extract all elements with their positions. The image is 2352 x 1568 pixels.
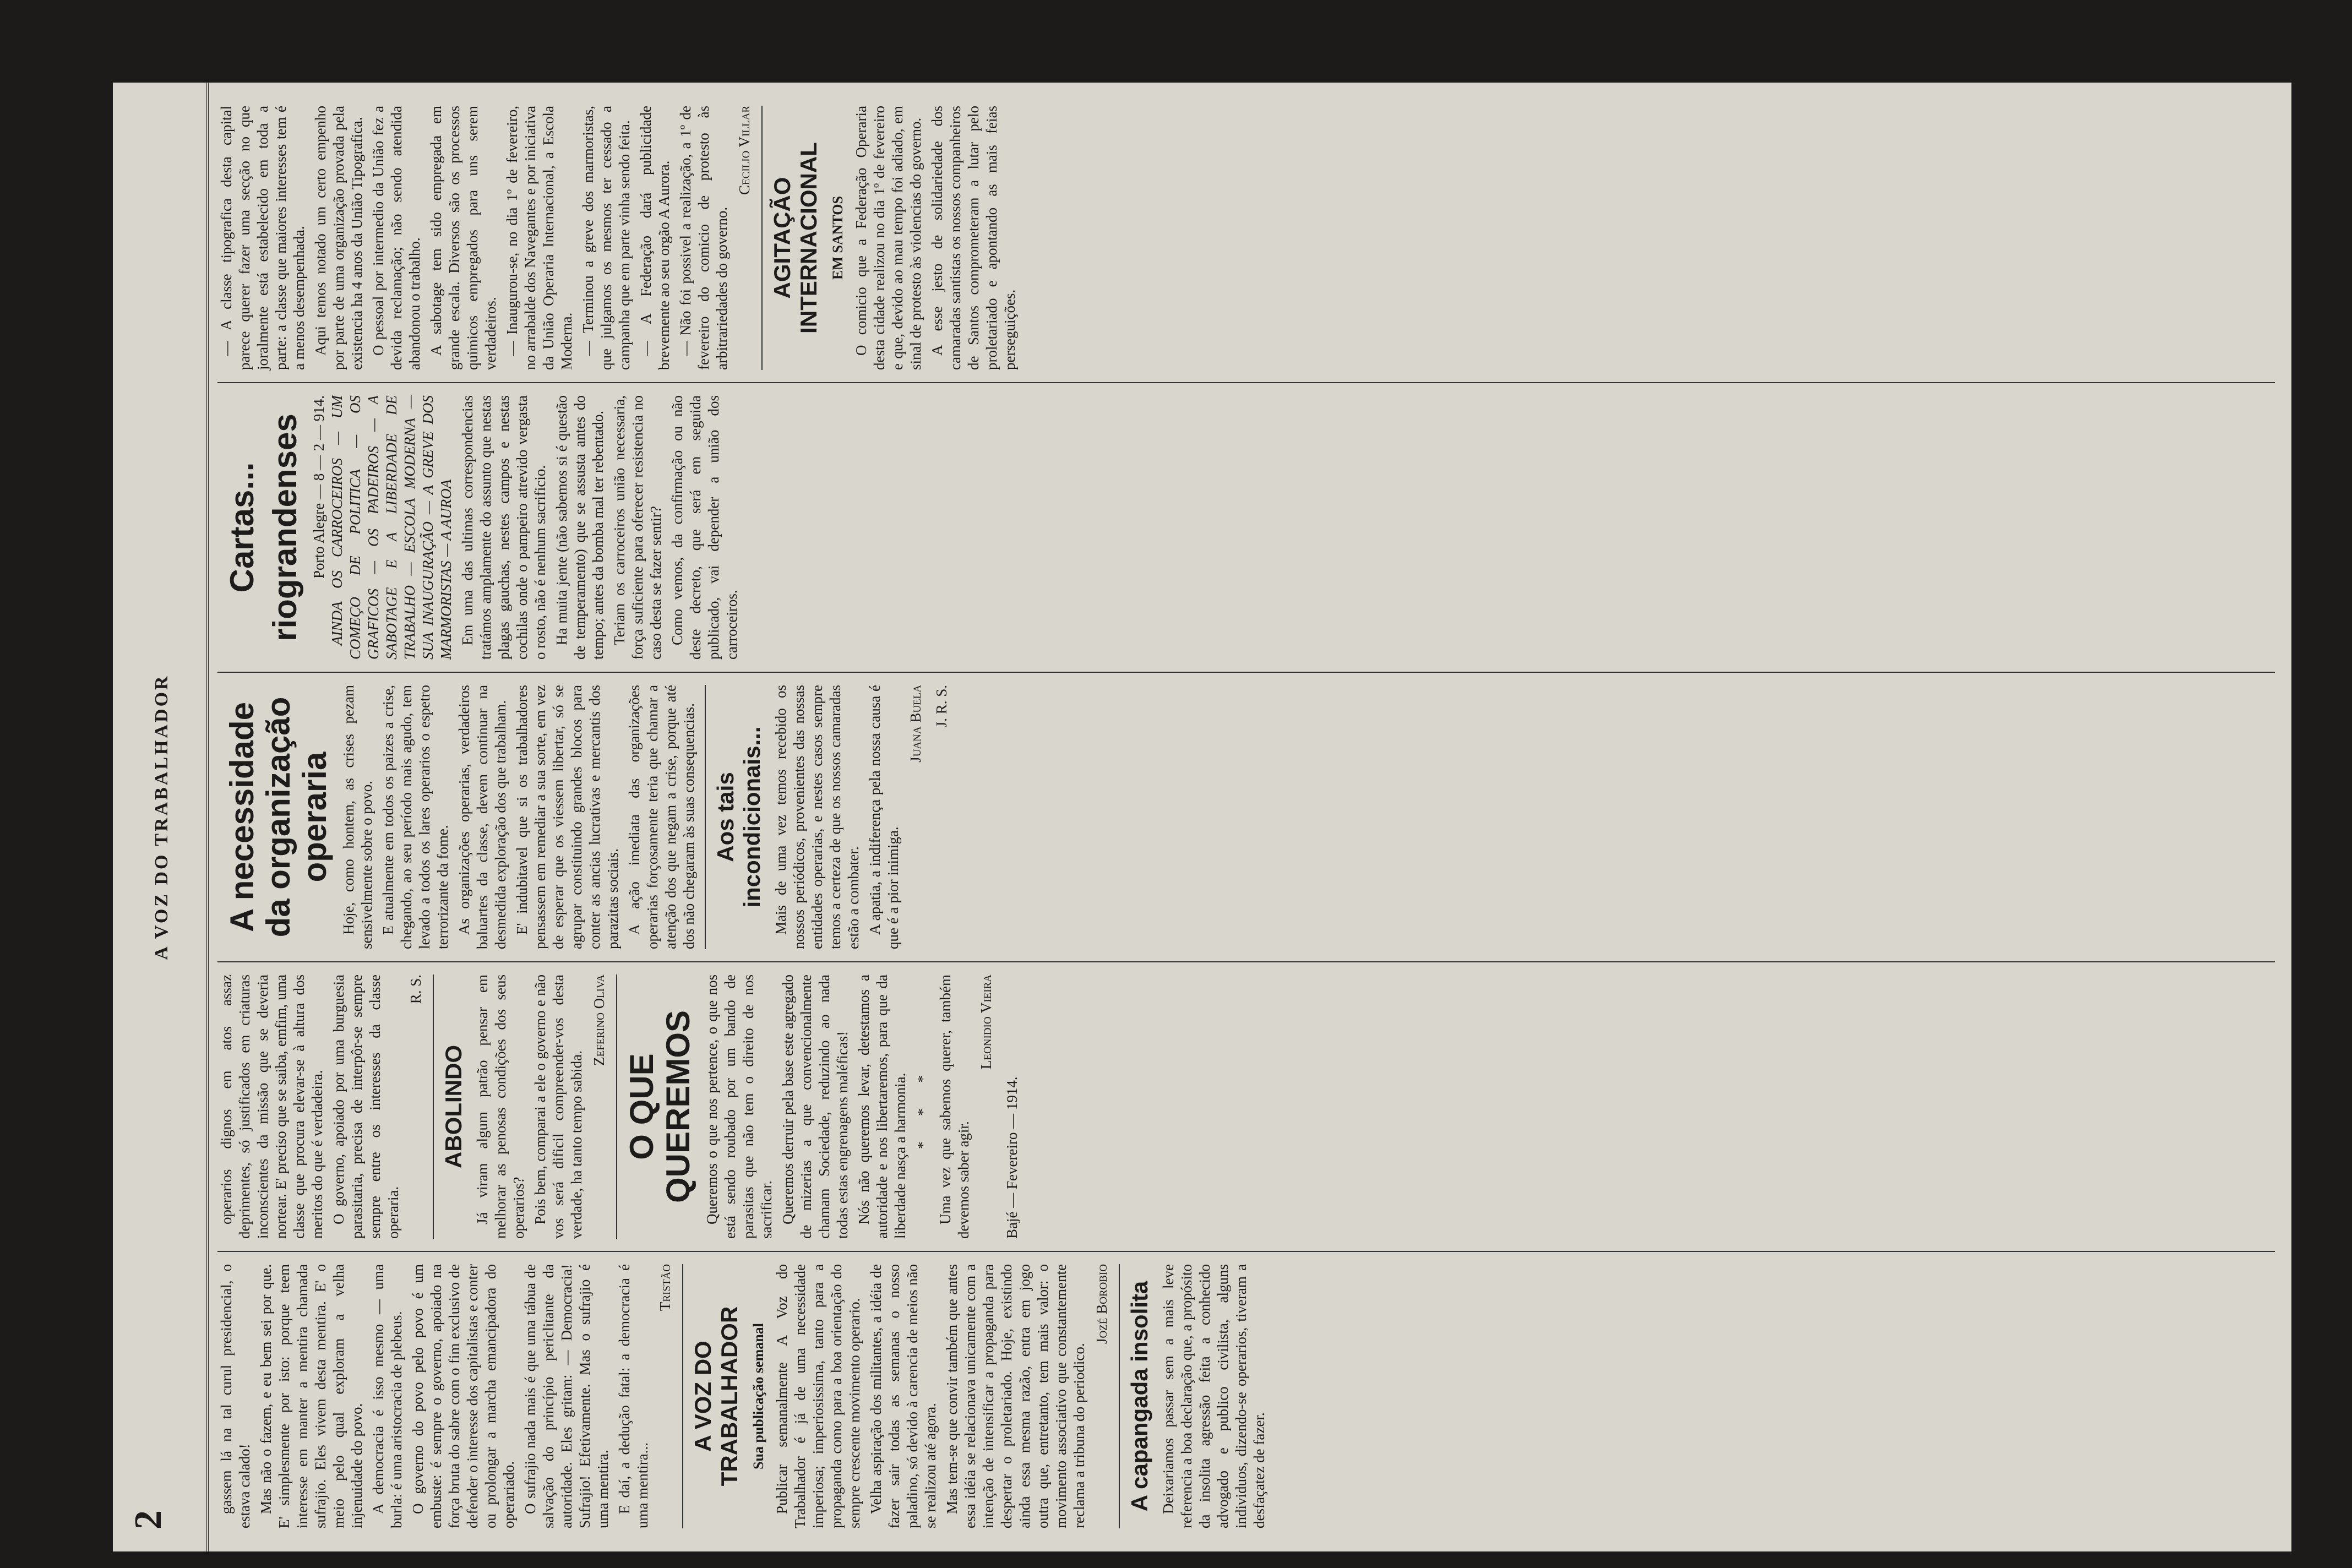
article-title: A necessidade da organização operaria: [224, 696, 333, 938]
signature: Zeferino Oliva: [591, 974, 607, 1066]
paragraph: Velha aspiração dos militantes, a idéia de fazer sair todas as semanas o nosso paladino, só devido à carencia de meios não se realizou até agora.: [868, 1264, 939, 1528]
paragraph: Uma vez que sabemos querer, também devemos saber agir.: [937, 974, 972, 1239]
paragraph: E daí, a dedução fatal: a democracia é uma mentira...: [616, 1264, 651, 1528]
page-number: 2: [127, 1510, 170, 1529]
signature: Tristão: [657, 1264, 673, 1311]
paragraph: O governo do povo pelo povo é um embuste: é sempre o governo, apoiado na força bruta do sabre com o fim exclusivo de defender o interesse dos capitalistas e conter ou prolongar a marcha emancipadora do operariado.: [410, 1264, 517, 1528]
page-header: [113, 83, 209, 1551]
paragraph: Nós não queremos levar, detestamos a autoridade e nos libertaremos, para que da liberdade nasça a harmonia.: [856, 974, 908, 1239]
paragraph: — A Federação dará publicidade brevemente ao seu orgão A Aurora.: [638, 106, 672, 370]
paragraph: A apatia, a indiferença pela nossa causa é que é a pior inimiga.: [867, 685, 901, 949]
masthead: A VOZ DO TRABALHADOR: [151, 674, 172, 960]
paragraph: Teriam os carroceiros união necessaria, força suficiente para oferecer resistencia no caso desta se fazer sentir?: [611, 395, 664, 660]
divider: [705, 685, 706, 949]
columns: [217, 94, 2275, 1540]
paragraph: E' indubitavel que si os trabalhadores pensassem em remediar a sua sorte, em vez de esperar que os viessem libertar, só se agrupar constituindo grandes blocos para conter as ancias lucrativas e mercantis dos parazitas sociais.: [514, 685, 621, 949]
paragraph: A sabotage tem sido empregada em grande escala. Diversos são os processos quimicos empregados para uns serem verdadeiros.: [428, 106, 499, 370]
newspaper-page: [113, 83, 2291, 1551]
dateline: Bajé — Fevereiro — 1914.: [1004, 1076, 1020, 1239]
paragraph: Hoje, como hontem, as crises pezam sensivelmente sobre o povo.: [340, 685, 375, 949]
paragraph: O comicio que a Federação Operaria desta cidade realizou no dia 1º de fevereiro e que, devido ao mau tempo foi adiado, em sinal de protesto às violencias do governo.: [853, 106, 924, 370]
article-title: ABOLINDO: [440, 1045, 466, 1168]
article-title: AGITAÇÃO INTERNACIONAL: [769, 142, 821, 334]
paragraph: — A classe tipografica desta capital parece querer fazer uma secção no que joralmente está estabelecido em toda a parte: a classe que maiores interesses tem é a menos desempenhada.: [218, 106, 307, 370]
paragraph: Em uma das ultimas correspondencias tratámos amplamente do assunto que nestas plagas gauchas, nestes campos e nestas cochilas onde o pampeiro atrevido vergasta o rosto, não é nenhum sacrificio.: [459, 395, 548, 660]
dateline: Porto Alegre — 8 — 2 — 914.: [311, 395, 327, 579]
paragraph: Mas tem-se que convir também que antes essa idéia se relacionava unicamente com a intenção de intensificar a propaganda para despertar o proletariado. Hoje, existindo ainda essa mesma razão, entra em jogo outra que, entretanto, tem mais valor: o movimento associativo que constantemente reclama a tribuna do periodico.: [944, 1264, 1087, 1528]
column-2: [217, 961, 2275, 1251]
divider: [1119, 1264, 1120, 1528]
divider: [761, 106, 763, 370]
article-title: O QUE QUEREMOS: [623, 1010, 696, 1204]
signature: Juana Buela: [907, 685, 924, 763]
column-4: [217, 382, 2275, 672]
paragraph: gassem lá na tal curul presidencial, o estava calado!: [218, 1264, 253, 1528]
paragraph: As organizações operarias, verdadeiros baluartes da classe, devem continuar na desmedida exploração dos que trabalham.: [456, 685, 509, 949]
signature: J. R. S.: [933, 685, 950, 728]
section-break: * * *: [914, 1064, 931, 1149]
paragraph: Pois bem, comparai a ele o governo e não vos será dificil compreender-vos desta verdade, ha tanto tempo sabida.: [532, 974, 585, 1239]
paragraph: Aqui temos notado um certo empenho por parte de uma organização provada pela existencia ha 4 anos da União Tipografica.: [312, 106, 365, 370]
article-title: A VOZ DO TRABALHADOR: [690, 1306, 742, 1487]
paragraph: Mas não o fazem, e eu bem sei por que. E' simplesmente por isto: porque teem interesse em manter a mentira chamada sufrajio. Eles vivem desta mentira. E' o meio pelo qual exploram a velha injenuidade do povo.: [258, 1264, 365, 1528]
column-3: [217, 672, 2275, 961]
paragraph: Publicar semanalmente A Voz do Trabalhador é já de uma necessidade imperiosa; imperiosissima, tanto para a propaganda como para a boa orientação do sempre crescente movimento operario.: [774, 1264, 863, 1528]
signature: Cecilio Villar: [736, 106, 753, 195]
article-summary: AINDA OS CARROCEIROS — UM COMEÇO DE POLITICA — OS GRAFICOS — OS PADEIROS — A SABOTAGE E A LIBERDADE DE TRABALHO — ESCOLA MODERNA — SUA INAUGURAÇÃO — A GREVE DOS MARMORISTAS — A AUROA: [329, 395, 454, 660]
article-subtitle: Sua publicação semanal: [750, 1323, 766, 1469]
paragraph: operarios dignos em atos assaz deprimentes, só justificados em criaturas inconscientes da missão que se deveria nortear. E' preciso que se saiba, emfim, uma classe que procura elevar-se à altura dos meritos do que é verdadeira.: [218, 974, 325, 1239]
paragraph: — Não foi possivel a realização, a 1º de fevereiro do comicio de protesto às arbitrariedades do governo.: [677, 106, 730, 370]
column-1: [217, 1251, 2275, 1540]
page-rotated-content: [113, 83, 2291, 1551]
paragraph: — Inaugurou-se, no dia 1º de fevereiro, no arrabalde dos Navegantes e por iniciativa da União Operaria Internacional, a Escola Moderna.: [504, 106, 575, 370]
paragraph: O sufrajio nada mais é que uma tábua de salvação do princípio periclitante da autoridade. Eles gritam: — Democracia! Sufrajio! Efetivamente. Mas o sufrajio é uma mentira.: [522, 1264, 611, 1528]
article-title: A capangada insolita: [1126, 1281, 1152, 1512]
divider: [682, 1264, 683, 1528]
paragraph: Queremos derruir pela base este agregado de mizerias a que convencionalmente chamam Sociedade, reduzindo ao nada todas estas engrenagens maléficas!: [780, 974, 851, 1239]
paragraph: Como vemos, da confirmação ou não deste decreto, que será em seguida publicado, vai depender a união dos carroceiros.: [669, 395, 740, 660]
paragraph: Deixariamos passar sem a mais leve referencia a boa declaração que, a propósito da insolita agressão feita a conhecido advogado e publico civilista, alguns individuos, dizendo-se operarios, tiveram a desfaçatez de fazer.: [1160, 1264, 1267, 1528]
divider: [433, 974, 434, 1239]
signature: Jozé Borobio: [1093, 1264, 1110, 1344]
article-title-cont: riograndenses: [266, 413, 303, 641]
paragraph: O governo, apoiado por uma burguesia parasitaria, precisa de interpôr-se sempre sempre entre os interesses da classe operaria.: [330, 974, 401, 1239]
paragraph: E atualmente em todos os paizes a crise, chegando, ao seu período mais agudo, tem levado a todos os lares operarios o espetro terrorizante da fome.: [380, 685, 451, 949]
paragraph: A ação imediata das organizações operarias forçosamente teria que chamar a atenção dos que negam a crise, porque até dos não chegaram às suas consequencias.: [626, 685, 697, 949]
article-subtitle: EM SANTOS: [830, 196, 846, 280]
article-title: Aos tais incondicionais...: [712, 726, 765, 908]
signature: R. S.: [407, 974, 424, 1004]
paragraph: Já viram algum patrão pensar em melhorar as penosas condições dos seus operarios?: [474, 974, 527, 1239]
paragraph: O pessoal por intermedio da União fez a devida reclamação; não sendo atendida abandonou o trabalho.: [370, 106, 423, 370]
paragraph: A democracia é isso mesmo — uma burla: é uma aristocracia de plebeus.: [370, 1264, 405, 1528]
signature: Leonidio Vieira: [978, 974, 994, 1070]
article-title: Cartas...: [224, 462, 260, 593]
column-5: [217, 94, 2275, 382]
paragraph: Ha muita jente (não sabemos si é questão de temperamento) que se assusta antes do tempo; antes da bomba mal ter rebentado.: [553, 395, 606, 660]
paragraph: Queremos o que nos pertence, o que nos está sendo roubado por um bando de parasitas que não tem o direito de nos sacrificar.: [704, 974, 775, 1239]
paragraph: Mais de uma vez temos recebido os nossos periódicos, provenientes das nossas entidades operarias, e nestes casos sempre temos a certeza de que os nossos camaradas estão a combater.: [772, 685, 862, 949]
divider: [616, 974, 617, 1239]
paragraph: — Terminou a greve dos marmoristas, que julgamos os mesmos ter cessado a campanha que em parte vinha sendo feita.: [580, 106, 633, 370]
paragraph: A esse jesto de solidariedade dos camaradas santistas os nossos companheiros de Santos comprometeram a lutar pelo proletariado e apontando as mais feias perseguições.: [929, 106, 1018, 370]
